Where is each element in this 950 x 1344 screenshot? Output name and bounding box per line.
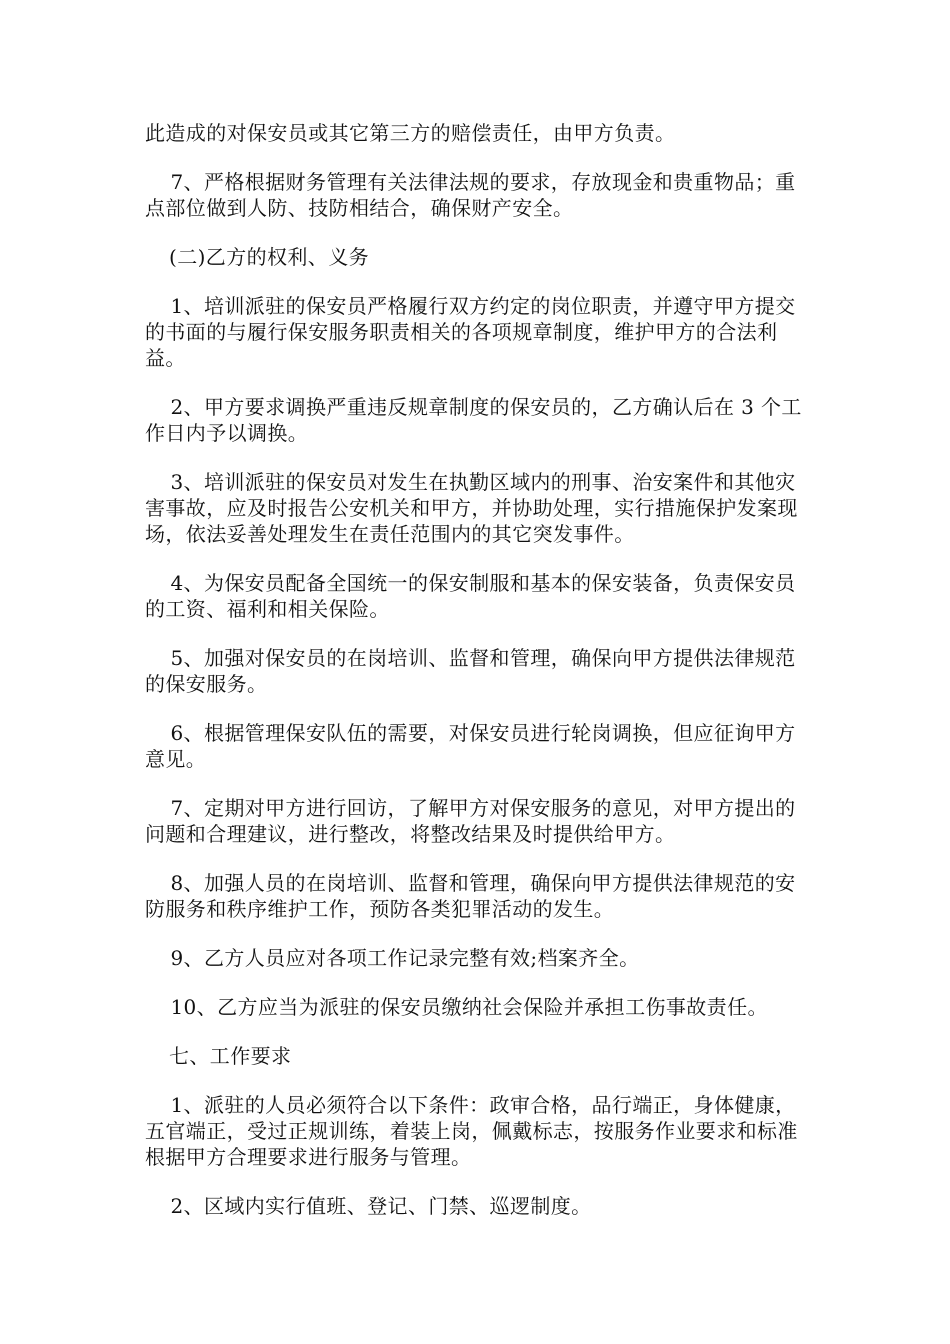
paragraph-requirement-1: 1、派驻的人员必须符合以下条件：政审合格，品行端正，身体健康，五官端正，受过正规训练，着装上岗，佩戴标志，按服务作业要求和标准根据甲方合理要求进行服务与管理。 — [145, 1093, 798, 1169]
paragraph-item-3: 3、培训派驻的保安员对发生在执勤区域内的刑事、治安案件和其他灾害事故，应及时报告公安机关和甲方，并协助处理，实行措施保护发案现场，依法妥善处理发生在责任范围内的其它突发事件。 — [145, 470, 798, 546]
paragraph-continuation: 此造成的对保安员或其它第三方的赔偿责任，由甲方负责。 — [145, 121, 676, 145]
paragraph-item-8: 8、加强人员的在岗培训、监督和管理，确保向甲方提供法律规范的安防服务和秩序维护工作，预防各类犯罪活动的发生。 — [145, 871, 796, 921]
paragraph-item-5: 5、加强对保安员的在岗培训、监督和管理，确保向甲方提供法律规范的保安服务。 — [145, 646, 796, 696]
paragraph-item-10: 10、乙方应当为派驻的保安员缴纳社会保险并承担工伤事故责任。 — [170, 995, 768, 1019]
paragraph-requirement-2: 2、区域内实行值班、登记、门禁、巡逻制度。 — [170, 1194, 592, 1218]
paragraph-item-7-finance: 7、严格根据财务管理有关法律法规的要求，存放现金和贵重物品；重点部位做到人防、技防相结合，确保财产安全。 — [145, 170, 796, 220]
paragraph-item-2: 2、甲方要求调换严重违反规章制度的保安员的，乙方确认后在 3 个工作日内予以调换。 — [145, 395, 802, 445]
document-body — [145, 120, 810, 1242]
section-heading-work-requirements: 七、工作要求 — [169, 1044, 292, 1068]
section-heading-party-b-rights: (二)乙方的权利、义务 — [169, 245, 370, 269]
paragraph-item-9: 9、乙方人员应对各项工作记录完整有效;档案齐全。 — [170, 946, 640, 970]
paragraph-item-6: 6、根据管理保安队伍的需要，对保安员进行轮岗调换，但应征询甲方意见。 — [145, 721, 796, 771]
paragraph-item-4: 4、为保安员配备全国统一的保安制服和基本的保安装备，负责保安员的工资、福利和相关保险。 — [145, 571, 796, 621]
paragraph-item-7: 7、定期对甲方进行回访，了解甲方对保安服务的意见，对甲方提出的问题和合理建议，进行整改，将整改结果及时提供给甲方。 — [145, 796, 796, 846]
paragraph-item-1: 1、培训派驻的保安员严格履行双方约定的岗位职责，并遵守甲方提交的书面的与履行保安服务职责相关的各项规章制度，维护甲方的合法利益。 — [145, 294, 796, 370]
